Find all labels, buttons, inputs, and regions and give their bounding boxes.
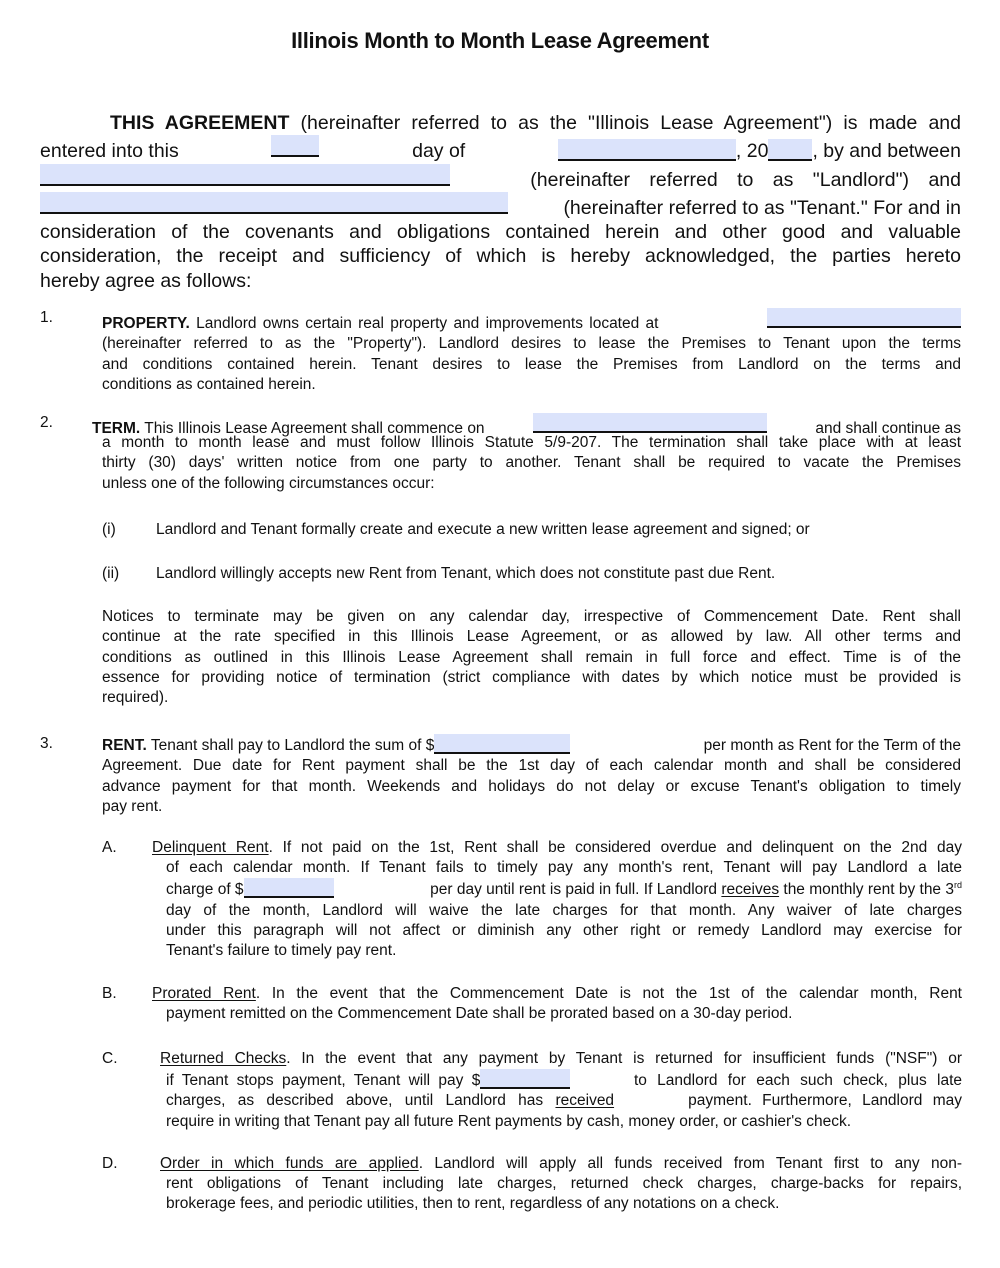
section-heading: PROPERTY. bbox=[102, 315, 190, 332]
month-field[interactable] bbox=[558, 139, 736, 161]
landlord-name-field[interactable] bbox=[40, 164, 450, 186]
subsection-heading: Delinquent Rent bbox=[152, 839, 269, 856]
section-number: 3. bbox=[40, 735, 53, 752]
section-heading: TERM. bbox=[92, 420, 141, 437]
tenant-name-field[interactable] bbox=[40, 192, 508, 214]
nsf-fee-field[interactable] bbox=[480, 1069, 570, 1089]
section-number: 1. bbox=[40, 309, 53, 326]
commencement-date-field[interactable] bbox=[533, 413, 767, 433]
year-field[interactable] bbox=[768, 139, 812, 161]
late-charge-field[interactable] bbox=[244, 878, 334, 898]
day-field[interactable] bbox=[271, 135, 319, 157]
section-heading: RENT. bbox=[102, 737, 147, 754]
lease-document-page: Illinois Month to Month Lease Agreement THIS AGREEMENT (hereinafter referred to as the "Illinois Lease Agreement") is made and entered into this day of , 20 , by and between (hereinafter referred to as "Landlord") and (hereinafter referred to as "Tenant." For and in consideration of the covenants and obligations contained herein and other good and valuable consideration, the receipt and sufficiency of which is hereby acknowledged, the parties hereto hereby agree as follows: 1. PROPERTY. Landlord owns certain real property and improvements located at (hereinafter referred to as the "Property"). Landlord desires to lease the Premises to Tenant upon the terms and conditions contained herein. Tenant desires to lease the Premises from Landlord on the terms and conditions as contained herein. 2. TERM. This Illinois Lease Agreement shall commence on and shall continue as a month to month lease and must follow Illinois Statute 5/9-207. The termination shall take place with at least thirty (30) days' written notice from one party to another. Tenant shall be required to vacate the Premises unless one of the following circumstances occur: (i) Landlord and Tenant formally create and execute a new written lease agreement and signed; or (ii) Landlord willingly accepts new Rent from Tenant, which does not constitute past due Rent. Notices to terminate may be given on any calendar day, irrespective of Commencement Date. Rent shall continue at the rate specified in this Illinois Lease Agreement, or as allowed by law. All other terms and conditions as outlined in this Illinois Lease Agreement shall remain in full force and effect. Time is of the essence for providing notice of termination (strict compliance with dates by which notice must be provided is required). 3. RENT. Tenant shall pay to Landlord the sum of $ per month as Rent for the Term of the Agreement. Due date for Rent payment shall be the 1st day of each calendar month and shall be considered advance payment for that month. Weekends and holidays do not delay or excuse Tenant's obligation to timely pay rent. A. Delinquent Rent. If not paid on the 1st, Rent shall be considered overdue and delinquent on the 2nd day of each calendar month. If Tenant fails to timely pay any month's rent, Tenant will pay Landlord a late charge of $ per day until rent is paid in full. If Landlord receives the monthly rent by the 3rd day of the month, Landlord will waive the late charges for that month. Any waiver of late charges under this paragraph will not affect or diminish any other right or remedy Landlord may exercise for Tenant's failure to timely pay rent. B. Prorated Rent. In the event that the Commencement Date is not the 1st of the calendar month, Rent payment remitted on the Commencement Date shall be prorated based on a 30-day period. C. Returned Checks. In the event that any payment by Tenant is returned for insufficient funds ("NSF") or if Tenant stops payment, Tenant will pay $ to Landlord for each such check, plus late charges, as described above, until Landlord has received payment. Furthermore, Landlord may require in writing that Tenant pay all future Rent payments by cash, money order, or cashier's check. D. Order in which funds are applied. Landlord will apply all funds received from Tenant first to any non- rent obligations of Tenant including late charges, returned check charges, charge-backs for repairs, brokerage fees, and periodic utilities, then to rent, regardless of any notations on a check. bbox=[0, 0, 1000, 1268]
agreement-lead: THIS AGREEMENT bbox=[110, 112, 290, 134]
property-address-field[interactable] bbox=[767, 308, 961, 328]
subsection-heading: Order in which funds are applied bbox=[160, 1155, 419, 1172]
document-title: Illinois Month to Month Lease Agreement bbox=[291, 28, 709, 53]
subsection-heading: Returned Checks bbox=[160, 1050, 287, 1067]
section-number: 2. bbox=[40, 414, 53, 431]
subsection-heading: Prorated Rent bbox=[152, 985, 256, 1002]
monthly-rent-field[interactable] bbox=[434, 734, 570, 754]
intro-paragraph: THIS AGREEMENT (hereinafter referred to as the "Illinois Lease Agreement") is made and entered into this day of , 20 , by and between (hereinafter referred to as "Landlord") and (hereinafter referred to as "Tenant." For and in consideration of the covenants and obligations contained herein and other good and valuable consideration, the receipt and sufficiency of which is hereby acknowledged, the parties hereto hereby agree as follows: bbox=[40, 112, 962, 292]
